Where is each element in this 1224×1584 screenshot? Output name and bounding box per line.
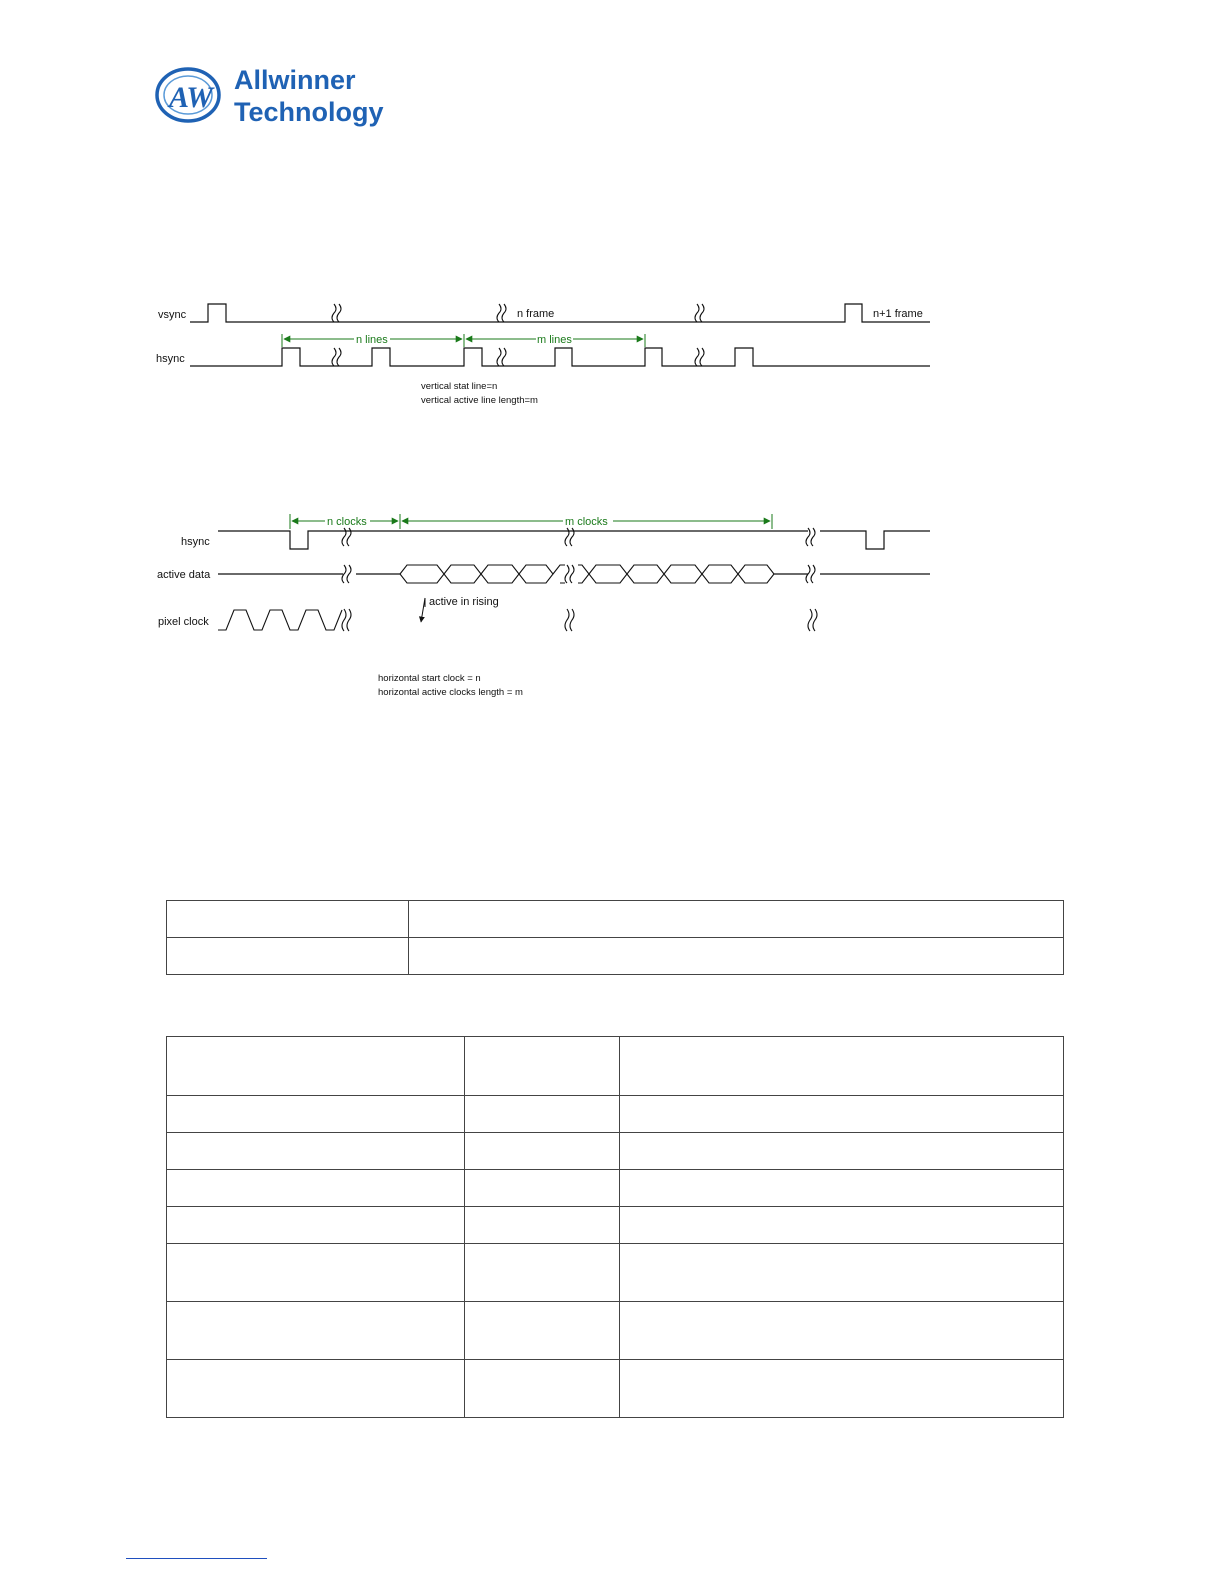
table-row	[167, 1037, 1064, 1096]
register-table-2	[166, 1036, 1064, 1418]
table-cell	[167, 938, 409, 975]
table-cell	[465, 1037, 620, 1096]
table-cell	[167, 1037, 465, 1096]
table-cell	[620, 1302, 1064, 1360]
m-lines-label: m lines	[537, 334, 572, 346]
table-cell	[620, 1133, 1064, 1170]
horizontal-note-1: horizontal start clock = n	[378, 673, 481, 684]
active-data-label: active data	[157, 569, 211, 581]
table-cell	[167, 1244, 465, 1302]
table-row	[167, 1170, 1064, 1207]
pixel-clock-waveform	[218, 610, 342, 630]
table-cell	[167, 901, 409, 938]
footer-link-underline	[126, 1558, 267, 1559]
brand-line-2: Technology	[234, 97, 384, 127]
vertical-green-markers	[282, 334, 645, 347]
n-lines-label: n lines	[356, 334, 388, 346]
table-cell	[167, 1170, 465, 1207]
hsync-label: hsync	[156, 353, 185, 365]
table-cell	[167, 1207, 465, 1244]
h-hsync-label: hsync	[181, 536, 210, 548]
logo-mark: AW	[169, 81, 213, 114]
vertical-note-2: vertical active line length=m	[421, 395, 538, 406]
table-cell	[620, 1207, 1064, 1244]
n-clocks-label: n clocks	[327, 516, 367, 528]
table-cell	[409, 938, 1064, 975]
brand-line-1: Allwinner	[234, 65, 356, 95]
table-cell	[465, 1133, 620, 1170]
table-cell	[620, 1360, 1064, 1418]
n1-frame-label: n+1 frame	[873, 308, 923, 320]
table-cell	[465, 1302, 620, 1360]
register-table-1	[166, 900, 1064, 975]
vertical-note-1: vertical stat line=n	[421, 381, 498, 392]
table-cell	[620, 1244, 1064, 1302]
pixel-clock-label: pixel clock	[158, 616, 209, 628]
n-frame-label: n frame	[517, 308, 555, 320]
horizontal-break-marks	[342, 528, 817, 631]
table-cell	[465, 1170, 620, 1207]
vertical-timing-diagram	[156, 304, 930, 406]
hsync-waveform	[190, 348, 930, 366]
active-rising-pointer	[421, 598, 425, 622]
horizontal-timing-diagram	[157, 514, 930, 698]
table-cell	[167, 1302, 465, 1360]
active-rising-label: active in rising	[429, 596, 499, 608]
horizontal-note-2: horizontal active clocks length = m	[378, 687, 523, 698]
table-cell	[465, 1244, 620, 1302]
table-row	[167, 1207, 1064, 1244]
table-cell	[167, 1096, 465, 1133]
table-row	[167, 1244, 1064, 1302]
m-clocks-label: m clocks	[565, 516, 608, 528]
h-hsync-waveform	[218, 531, 808, 549]
active-data-bus	[400, 565, 774, 583]
table-row	[167, 1302, 1064, 1360]
table-cell	[620, 1037, 1064, 1096]
table-row	[167, 938, 1064, 975]
table-cell	[167, 1133, 465, 1170]
table-cell	[620, 1170, 1064, 1207]
table-cell	[409, 901, 1064, 938]
table-row	[167, 1360, 1064, 1418]
table-cell	[167, 1360, 465, 1418]
table-row	[167, 1096, 1064, 1133]
vsync-waveform	[190, 304, 930, 322]
timing-diagrams	[0, 0, 1224, 760]
table-cell	[465, 1360, 620, 1418]
vsync-label: vsync	[158, 309, 187, 321]
table-row	[167, 901, 1064, 938]
table-row	[167, 1133, 1064, 1170]
table-cell	[465, 1096, 620, 1133]
table-cell	[620, 1096, 1064, 1133]
table-cell	[465, 1207, 620, 1244]
